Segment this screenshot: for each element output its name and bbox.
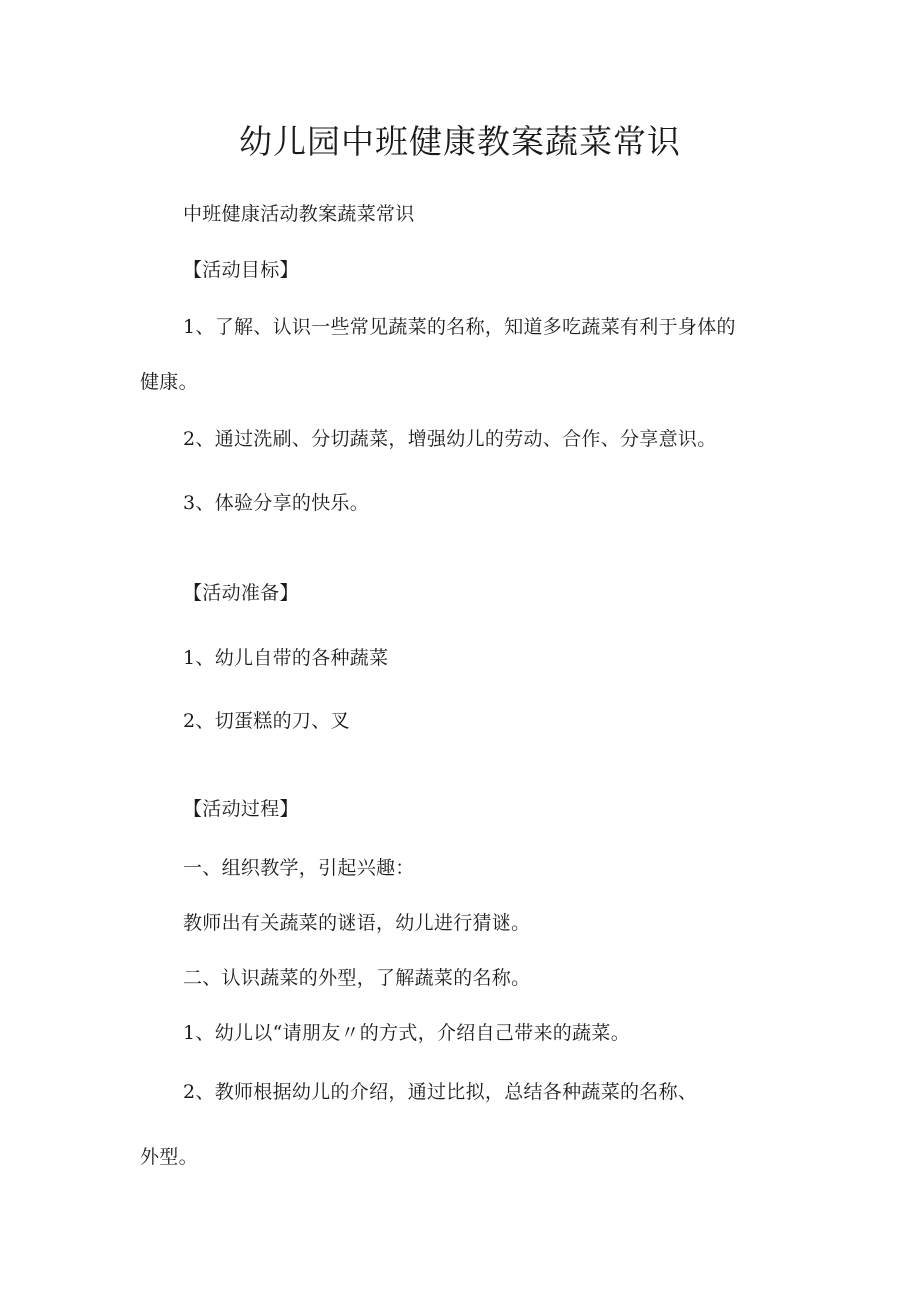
preparation-item-2: 2、切蛋糕的刀、叉 — [183, 710, 350, 732]
subtitle: 中班健康活动教案蔬菜常识 — [183, 203, 415, 225]
document-title: 幼儿园中班健康教案蔬菜常识 — [239, 122, 681, 161]
goal-item-1-line-1: 1、了解、认识一些常见蔬菜的名称，知道多吃蔬菜有利于身体的 — [183, 316, 736, 338]
preparation-heading: 【活动准备】 — [183, 582, 299, 604]
goals-heading: 【活动目标】 — [183, 259, 299, 281]
goal-item-1-line-2: 健康。 — [140, 371, 198, 393]
process-step-2-item-2-line-1: 2、教师根据幼儿的介绍，通过比拟，总结各种蔬菜的名称、 — [183, 1081, 698, 1103]
process-step-2-item-2-line-2: 外型。 — [140, 1146, 198, 1168]
process-step-1: 一、组织教学，引起兴趣： — [183, 857, 415, 879]
process-step-2-item-1: 1、幼儿以“请朋友〃的方式，介绍自己带来的蔬菜。 — [183, 1022, 631, 1044]
goal-item-3: 3、体验分享的快乐。 — [183, 492, 370, 514]
process-step-1-text: 教师出有关蔬菜的谜语，幼儿进行猜谜。 — [183, 912, 531, 934]
process-step-2: 二、认识蔬菜的外型，了解蔬菜的名称。 — [183, 967, 531, 989]
goal-item-2: 2、通过洗刷、分切蔬菜，增强幼儿的劳动、合作、分享意识。 — [183, 428, 717, 450]
preparation-item-1: 1、幼儿自带的各种蔬菜 — [183, 647, 389, 669]
process-heading: 【活动过程】 — [183, 798, 299, 820]
